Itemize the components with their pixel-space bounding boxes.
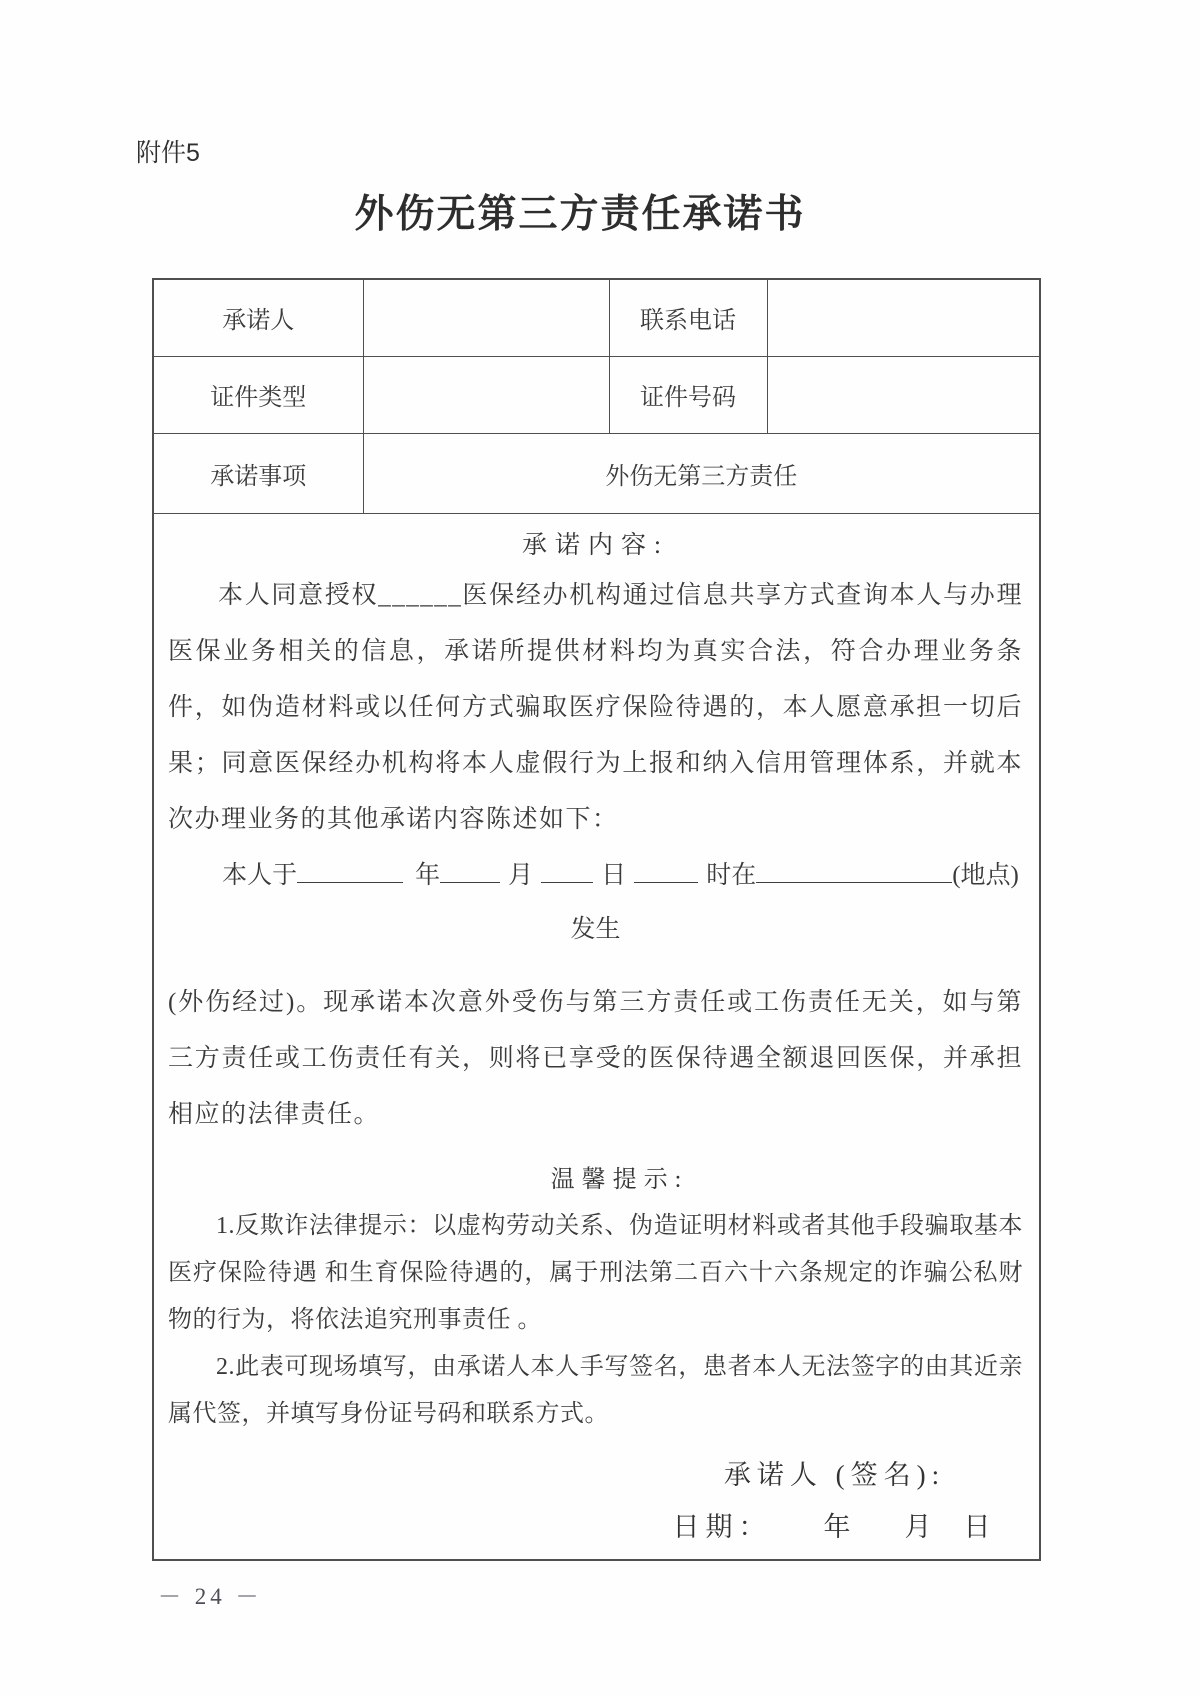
- table-row: [153, 356, 1040, 433]
- day-blank-field: [541, 853, 593, 883]
- spacer: [168, 1438, 1023, 1449]
- year-label: 年: [415, 861, 441, 889]
- promisor-value-cell: [363, 279, 609, 356]
- authorization-paragraph: 本人同意授权______医保经办机构通过信息共享方式查询本人与办理医保业务相关的信息，承诺所提供材料均为真实合法，符合办理业务条件，如伪造材料或以任何方式骗取医疗保险待遇的，本人愿意承担一切后果；同意医保经办机构将本人虚假行为上报和纳入信用管理体系，并就本次办理业务的其他承诺内容陈述如下：: [168, 581, 1023, 833]
- commitment-content-cell: [153, 513, 1040, 1560]
- sig-month-label: 月: [904, 1512, 938, 1543]
- time-label: 时在: [706, 861, 757, 889]
- tips-heading: 温馨提示:: [550, 1167, 689, 1194]
- month-label: 月: [508, 861, 534, 889]
- year-blank-field: [297, 853, 403, 883]
- injury-description-blank-area: [168, 956, 1023, 976]
- contact-phone-label: 联系电话: [609, 279, 767, 356]
- commitment-item-label: 承诺事项: [153, 433, 363, 513]
- signature-block: [168, 1449, 1023, 1553]
- place-blank-field: [756, 853, 952, 883]
- sig-year-label: 年: [823, 1512, 857, 1543]
- spacer: [168, 1553, 1023, 1559]
- id-type-value-cell: [363, 356, 609, 433]
- occurrence-label: 发生: [570, 915, 621, 943]
- anti-fraud-tip: 1.反欺诈法律提示：以虚构劳动关系、伪造证明材料或者其他手段骗取基本医疗保险待遇 和生育保险待遇的，属于刑法第二百六十六条规定的诈骗公私财物的行为，将依法追究刑事责任 。: [168, 1213, 1023, 1334]
- content-heading: 承诺内容:: [522, 531, 669, 559]
- table-row: [153, 433, 1040, 513]
- time-blank-field: [634, 853, 698, 883]
- id-type-label: 证件类型: [153, 356, 363, 433]
- signature-date-line: [646, 1501, 1023, 1553]
- id-number-value-cell: [767, 356, 1040, 433]
- signature-label: 承诺人 (签名):: [723, 1460, 946, 1491]
- month-blank-field: [440, 853, 500, 883]
- fill-in-tip: 2.此表可现场填写，由承诺人本人手写签名，患者本人无法签字的由其近亲属代签，并填写身份证号码和联系方式。: [168, 1354, 1023, 1428]
- date-label: 日期：: [672, 1512, 772, 1543]
- sig-day-label: 日: [963, 1512, 997, 1543]
- incident-date-line: [168, 848, 1023, 904]
- id-number-label: 证件号码: [609, 356, 767, 433]
- table-row: [153, 513, 1040, 1560]
- date-prefix-label: 本人于: [222, 861, 298, 889]
- commitment-item-value: 外伤无第三方责任: [363, 433, 1040, 513]
- table-row: [153, 279, 1040, 356]
- spacer: [168, 1143, 1023, 1157]
- day-label: 日: [601, 861, 627, 889]
- promisor-label: 承诺人: [153, 279, 363, 356]
- contact-phone-value-cell: [767, 279, 1040, 356]
- liability-paragraph: (外伤经过)。现承诺本次意外受伤与第三方责任或工伤责任无关，如与第三方责任或工伤责任有关，则将已享受的医保待遇全额退回医保，并承担相应的法律责任。: [168, 989, 1023, 1129]
- attachment-label: 附件5: [136, 139, 200, 167]
- document-title: 外伤无第三方责任承诺书: [354, 193, 806, 236]
- place-label: (地点): [952, 861, 1019, 889]
- commitment-form-table: [152, 278, 1041, 1561]
- page-number: － 24 －: [158, 1584, 263, 1609]
